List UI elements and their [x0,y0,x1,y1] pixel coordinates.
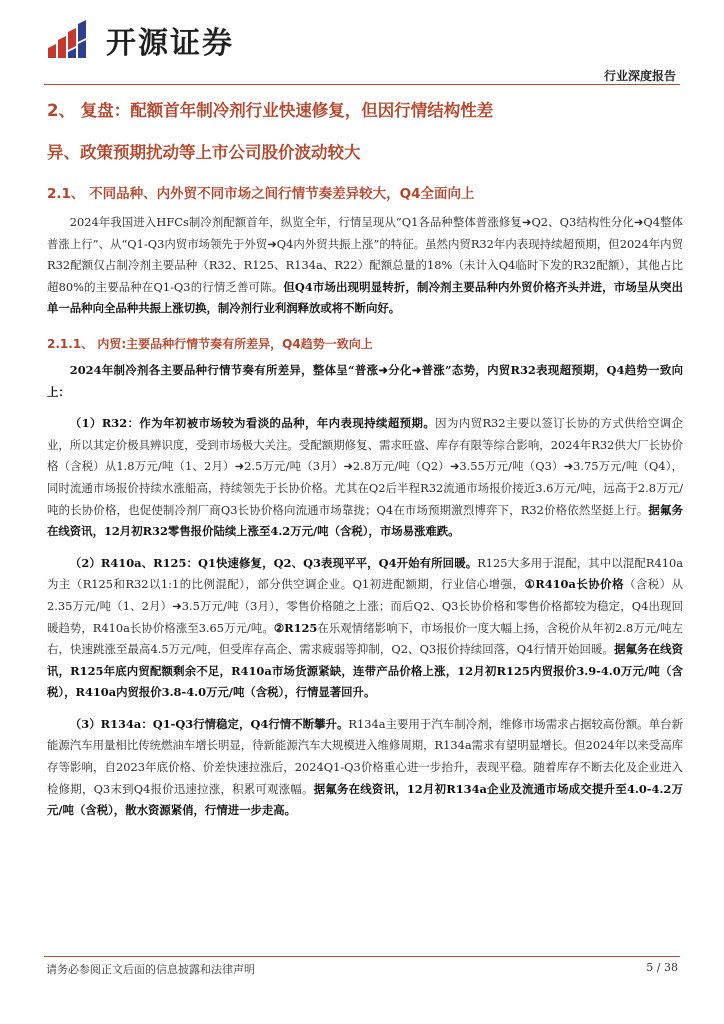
page-footer [44,956,680,976]
section-2-1-1-summary: 2024年制冷剂各主要品种行情节奏有所差异，整体呈“普涨➜分化➜普涨”态势，内贸R32表现超预期，Q4趋势一致向上： [47,362,683,399]
r134a-conclusion: 据氟务在线资讯，12月初R134a企业及流通市场成交提升至4.0-4.2万元/吨（含税），散水资源紧俏，行情进一步走高。 [47,781,683,818]
r32-lead: （1）R32：作为年初被市场较为看淡的品种，年内表现持续超预期。 [69,416,436,431]
section-2-1-1-title: 2.1.1、 内贸:主要品种行情节奏有所差异，Q4趋势一致向上 [47,336,373,351]
r410a-conclusion: 据氟务在线资讯，R125年底内贸配额剩余不足，R410a市场货源紧缺，连带产品价格上涨，12月初R125内贸报价3.9-4.0万元/吨（含税），R410a内贸报价3.8-4.0万元/吨（含税），行情显著回升。 [47,642,683,700]
section-2-title-line2: 异、政策预期扰动等上市公司股价波动较大 [47,143,361,162]
section-2-1-title: 2.1、 不同品种、内外贸不同市场之间行情节奏差异较大，Q4全面向上 [47,186,475,202]
company-logo [44,18,234,62]
r134a-lead: （3）R134a：Q1-Q3行情稳定，Q4行情不断攀升。 [69,716,349,731]
header-divider [44,84,680,85]
r32-paragraph [47,413,683,543]
section-2-1-paragraph [47,212,683,320]
page-header [0,0,724,88]
r32-body: 因为内贸R32主要以签订长协的方式供给空调企业，所以其定价极具辨识度，受到市场极大关注。受配额期修复、需求旺盛、库存有限等综合影响，2024年R32供大厂长协价格（含税）从1.8万元/吨（1、2月）➜2.5万元/吨（3月）➜2.8万元/吨（Q2）➜3.55万元/吨（Q3）➜3.75万元/吨（Q4），同时流通市场报价持续水涨船高，持续领先于长协价格。尤其在Q2后半程R32流通市场报价接近3.6万元/吨，远高于2.8万元/吨的长协价格，也促使制冷剂厂商Q3长协价格向流通市场靠拢；Q4在市场预期激烈博弈下，R32价格依然坚挺上行。 [47,416,683,517]
section-2-title [47,90,683,174]
r410a-marker-2: ②R125 [273,620,318,635]
logo-mark-icon [44,18,102,62]
r410a-marker-1: ①R410a长协价格 [524,577,624,592]
footer-divider [44,956,680,957]
report-body [47,90,683,822]
r410a-body-3: 在乐观情绪影响下，市场报价一度大幅上扬，含税价从年初2.8万元/吨左右，快速跳涨至最高4.5万元/吨，但受库存高企、需求疲弱等抑制，Q2、Q3报价持续回落，Q4行情开始回暖。 [47,620,683,657]
paragraph-bold-text: 但Q4市场出现明显转折，制冷剂主要品种内外贸价格齐头并进，市场呈从突出单一品种向全品种共振上涨切换，制冷剂行业利润释放或将不断向好。 [47,279,683,316]
r410a-r125-paragraph [47,553,683,704]
r134a-body: R134a主要用于汽车制冷剂，维修市场需求占据较高份额。单台新能源汽车用量相比传统燃油车增长明显，待新能源汽车大规模进入维修周期，R134a需求有望明显增长。但2024年以来受高库存等影响，自2023年底价格、价差快速拉涨后，2024Q1-Q3价格重心进一步抬升，表现平稳。随着库存不断去化及企业进入检修期，Q3末到Q4报价迅速拉涨，积累可观涨幅。 [47,716,683,796]
footer-disclaimer: 请务必参阅正文后面的信息披露和法律声明 [46,963,255,976]
r32-conclusion: 据氟务在线资讯，12月初R32零售报价陆续上涨至4.2万元/吨（含税），市场易涨难跌。 [47,502,683,539]
logo-text: 开源证券 [106,26,234,61]
paragraph-text: 2024年我国进入HFCs制冷剂配额首年，纵览全年，行情呈现从“Q1各品种整体普涨修复➜Q2、Q3结构性分化➜Q4整体普涨上行”、从“Q1-Q3内贸市场领先于外贸➜Q4内外贸共振上涨”的特征。虽然内贸R32年内表现持续超预期，但2024年内贸R32配额仅占制冷剂主要品种（R32、R125、R134a、R22）配额总量的18%（未计入Q4临时下发的R32配额），其他占比超80%的主要品种在Q1-Q3的行情乏善可陈。 [47,215,683,294]
r410a-body: R125大多用于混配，其中以混配R410a为主（R125和R32以1:1的比例混配），部分供空调企业。Q1初进配额期，行业信心增强， [47,555,683,592]
r134a-paragraph [47,714,683,822]
r410a-body-2: （含税）从2.35万元/吨（1、2月）➜3.5万元/吨（3月），零售价格随之上涨；而后Q2、Q3长协价格和零售价格都较为稳定，Q4出现回暖趋势，R410a长协价格涨至3.65万元/吨。 [47,577,683,635]
report-type-label: 行业深度报告 [603,69,676,83]
section-2-title-line1: 2、 复盘：配额首年制冷剂行业快速修复，但因行情结构性差 [47,101,494,120]
r410a-lead: （2）R410a、R125：Q1快速修复，Q2、Q3表现平平，Q4开始有所回暖。 [69,555,478,570]
page-number: 5 / 38 [646,961,678,974]
